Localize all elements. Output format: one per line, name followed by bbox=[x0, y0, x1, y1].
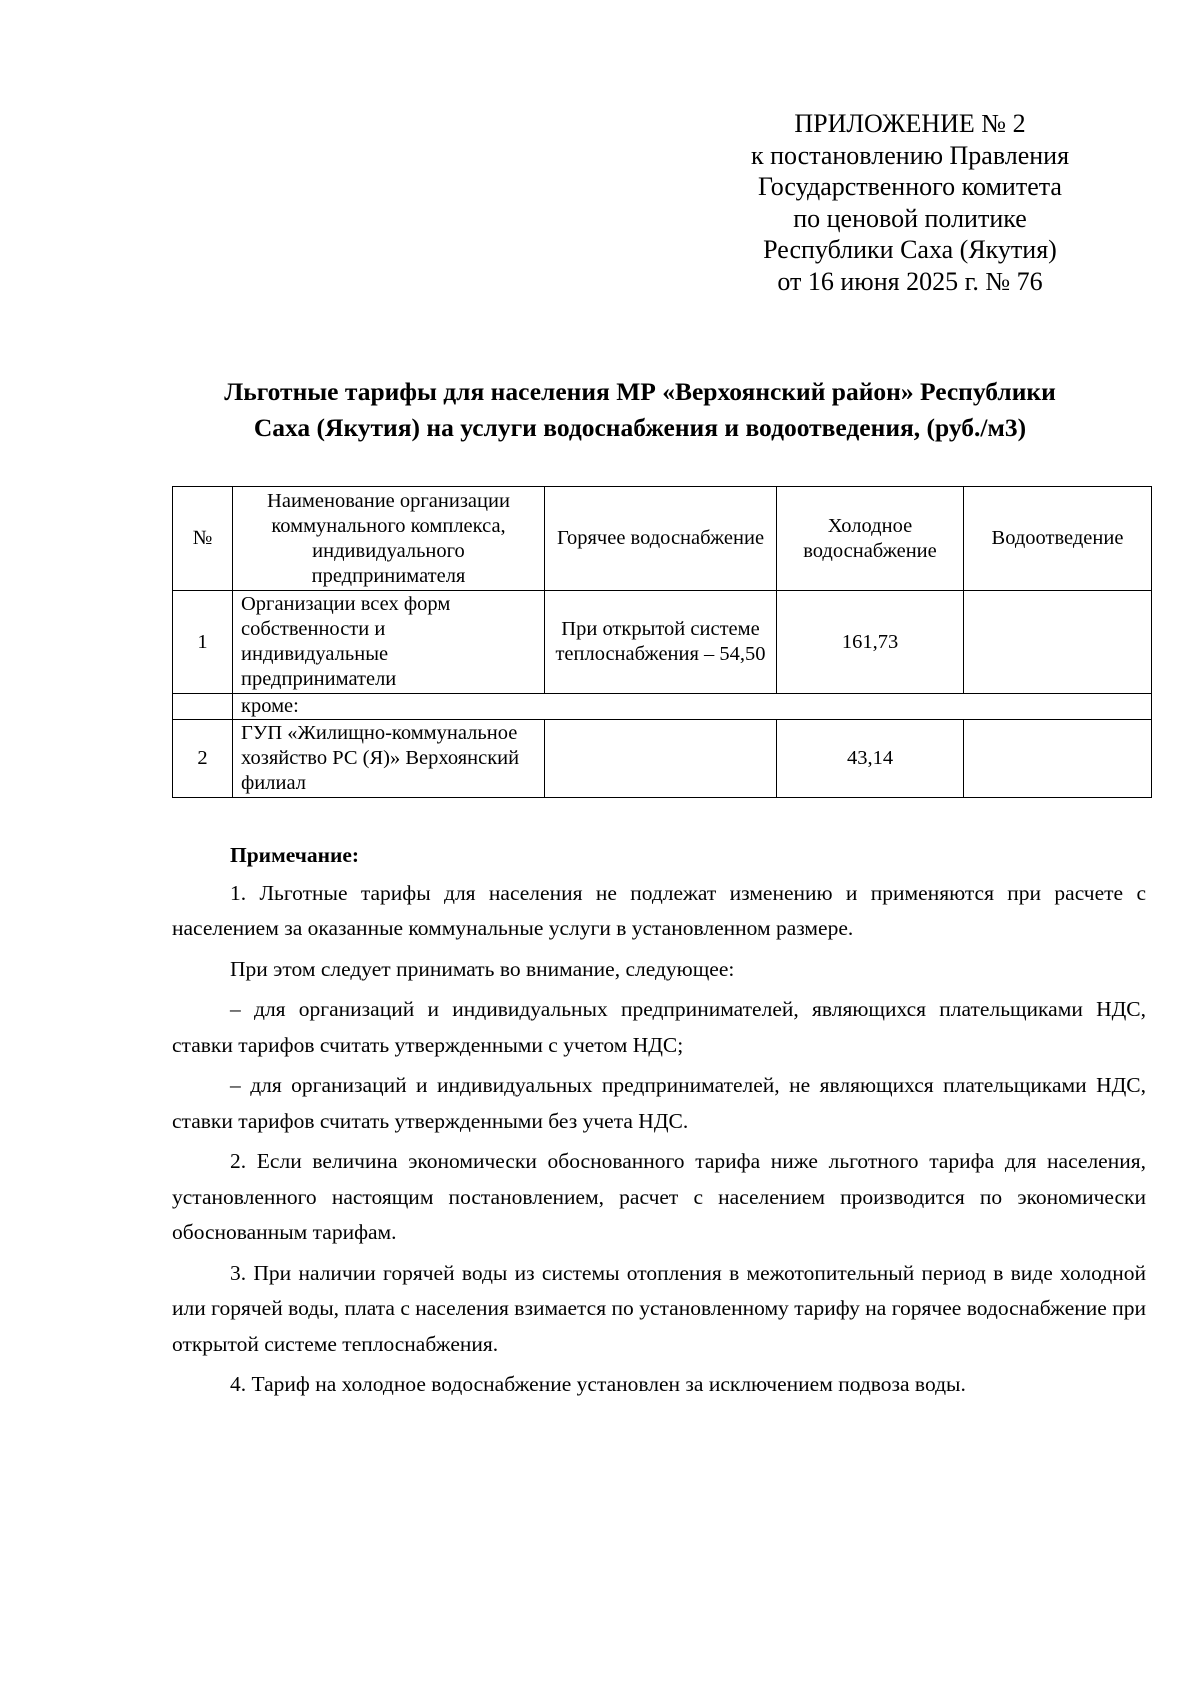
row-cold-water: 43,14 bbox=[777, 720, 964, 798]
row-sewerage bbox=[964, 720, 1152, 798]
except-label: кроме: bbox=[233, 694, 1152, 720]
row-hot-water: При открытой системе теплоснабжения – 54,50 bbox=[545, 591, 777, 694]
header-hot-water: Горячее водоснабжение bbox=[545, 487, 777, 591]
note-paragraph: 2. Если величина экономически обоснованного тарифа ниже льготного тарифа для населения, установленного настоящим постановлением, расчет с населением производится по экономически обоснованным тарифам. bbox=[172, 1149, 1146, 1244]
row-organization: Организации всех форм собственности и индивидуальные предприниматели bbox=[233, 591, 545, 694]
header-sewerage: Водоотведение bbox=[964, 487, 1152, 591]
row-sewerage bbox=[964, 591, 1152, 694]
note-paragraph: 3. При наличии горячей воды из системы отопления в межотопительный период в виде холодной или горячей воды, плата с населения взимается по установленному тарифу на горячее водоснабжение при открытой системе теплоснабжения. bbox=[172, 1260, 1146, 1356]
tariff-table bbox=[172, 486, 1152, 798]
except-row-number-cell bbox=[173, 694, 233, 720]
title-line: Льготные тарифы для населения МР «Верхоянский район» Республики bbox=[224, 377, 1056, 406]
row-number: 2 bbox=[173, 720, 233, 798]
appendix-line: Республики Саха (Якутия) bbox=[763, 235, 1057, 264]
notes-heading: Примечание: bbox=[230, 843, 360, 867]
header-number: № bbox=[173, 487, 233, 591]
note-paragraph: При этом следует принимать во внимание, следующее: bbox=[230, 956, 735, 981]
appendix-line: от 16 июня 2025 г. № 76 bbox=[777, 266, 1043, 296]
appendix-line: ПРИЛОЖЕНИЕ № 2 bbox=[794, 109, 1026, 138]
appendix-line: по ценовой политике bbox=[793, 203, 1027, 233]
notes-section bbox=[172, 838, 1146, 1403]
appendix-block bbox=[700, 108, 1120, 297]
table-except-row bbox=[173, 694, 1152, 720]
table-header-row bbox=[173, 487, 1152, 591]
appendix-line: к постановлению Правления bbox=[750, 140, 1070, 170]
header-organization: Наименование организации коммунального комплекса, индивидуального предпринимателя bbox=[233, 487, 545, 591]
header-cold-water: Холодное водоснабжение bbox=[777, 487, 964, 591]
row-organization: ГУП «Жилищно-коммунальное хозяйство РС (Я)» Верхоянский филиал bbox=[233, 720, 545, 798]
title-line: Саха (Якутия) на услуги водоснабжения и водоотведения, (руб./м3) bbox=[253, 413, 1027, 442]
appendix-line: Государственного комитета bbox=[758, 172, 1062, 201]
document-title bbox=[160, 374, 1120, 446]
note-paragraph: – для организаций и индивидуальных предпринимателей, являющихся плательщиками НДС, ставки тарифов считать утвержденными с учетом НДС; bbox=[172, 997, 1146, 1057]
note-paragraph: – для организаций и индивидуальных предпринимателей, не являющихся плательщиками НДС, ставки тарифов считать утвержденными без учета НДС. bbox=[172, 1073, 1146, 1133]
note-paragraph: 1. Льготные тарифы для населения не подлежат изменению и применяются при расчете с населением за оказанные коммунальные услуги в установленном размере. bbox=[172, 880, 1146, 940]
note-paragraph: 4. Тариф на холодное водоснабжение установлен за исключением подвоза воды. bbox=[230, 1372, 966, 1396]
table-row bbox=[173, 591, 1152, 694]
row-cold-water: 161,73 bbox=[777, 591, 964, 694]
table-row bbox=[173, 720, 1152, 798]
row-number: 1 bbox=[173, 591, 233, 694]
row-hot-water bbox=[545, 720, 777, 798]
